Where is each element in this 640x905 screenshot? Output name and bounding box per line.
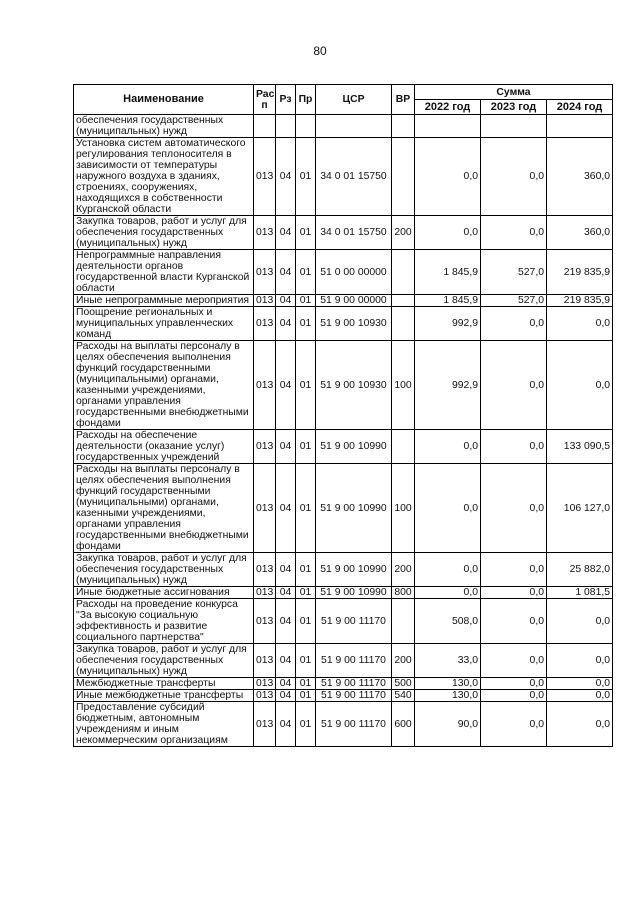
table-row [74, 295, 613, 307]
cell-rz: 04 [276, 341, 296, 430]
cell-name: Расходы на выплаты персоналу в целях обеспечения выполнения функций государственными (муниципальными) органами, казенными учреждениями, органами управления государственными внебюджетными фондами [74, 464, 254, 553]
table-row [74, 464, 613, 553]
cell-2024: 1 081,5 [547, 587, 613, 599]
cell-pr [296, 115, 316, 138]
cell-rz: 04 [276, 464, 296, 553]
cell-rz [276, 115, 296, 138]
cell-2022: 130,0 [415, 690, 481, 702]
cell-2023: 0,0 [481, 690, 547, 702]
cell-2023 [481, 115, 547, 138]
cell-vr: 800 [392, 587, 415, 599]
cell-rz: 04 [276, 702, 296, 747]
table-row [74, 644, 613, 678]
table-row [74, 702, 613, 747]
cell-csr: 51 9 00 11170 [316, 644, 392, 678]
cell-pr: 01 [296, 678, 316, 690]
cell-pr: 01 [296, 250, 316, 295]
cell-rz: 04 [276, 430, 296, 464]
cell-2023: 0,0 [481, 599, 547, 644]
cell-vr: 100 [392, 464, 415, 553]
cell-pr: 01 [296, 341, 316, 430]
cell-vr [392, 430, 415, 464]
cell-2023: 0,0 [481, 644, 547, 678]
cell-2022: 1 845,9 [415, 295, 481, 307]
table-row [74, 599, 613, 644]
cell-vr: 540 [392, 690, 415, 702]
cell-ras: 013 [254, 587, 276, 599]
cell-2022: 90,0 [415, 702, 481, 747]
cell-csr: 51 9 00 11170 [316, 690, 392, 702]
header-rz: Рз [276, 85, 296, 115]
budget-table [73, 84, 613, 747]
cell-2024 [547, 115, 613, 138]
cell-2023: 0,0 [481, 702, 547, 747]
cell-2024: 360,0 [547, 138, 613, 216]
cell-2022: 0,0 [415, 553, 481, 587]
cell-name: Расходы на обеспечение деятельности (оказание услуг) государственных учреждений [74, 430, 254, 464]
cell-2024: 25 882,0 [547, 553, 613, 587]
cell-pr: 01 [296, 644, 316, 678]
cell-pr: 01 [296, 216, 316, 250]
cell-ras [254, 115, 276, 138]
cell-csr: 34 0 01 15750 [316, 216, 392, 250]
cell-2023: 0,0 [481, 430, 547, 464]
cell-csr: 51 9 00 11170 [316, 702, 392, 747]
cell-name: Закупка товаров, работ и услуг для обеспечения государственных (муниципальных) нужд [74, 216, 254, 250]
cell-2022: 33,0 [415, 644, 481, 678]
cell-2023: 0,0 [481, 678, 547, 690]
cell-rz: 04 [276, 553, 296, 587]
table-row [74, 138, 613, 216]
cell-vr [392, 250, 415, 295]
cell-2022: 0,0 [415, 216, 481, 250]
cell-csr: 34 0 01 15750 [316, 138, 392, 216]
cell-ras: 013 [254, 553, 276, 587]
cell-ras: 013 [254, 250, 276, 295]
cell-2022: 508,0 [415, 599, 481, 644]
cell-2024: 0,0 [547, 599, 613, 644]
cell-2024: 0,0 [547, 307, 613, 341]
cell-2024: 0,0 [547, 644, 613, 678]
cell-name: Расходы на проведение конкурса "За высокую социальную эффективность и развитие социального партнерства" [74, 599, 254, 644]
header-csr: ЦСР [316, 85, 392, 115]
cell-rz: 04 [276, 599, 296, 644]
cell-ras: 013 [254, 295, 276, 307]
cell-name: Установка систем автоматического регулирования теплоносителя в зависимости от температуры наружного воздуха в зданиях, строениях, сооружениях, находящихся в собственности Курганской области [74, 138, 254, 216]
cell-name: Иные межбюджетные трансферты [74, 690, 254, 702]
cell-rz: 04 [276, 587, 296, 599]
cell-csr: 51 9 00 10930 [316, 307, 392, 341]
table-row [74, 115, 613, 138]
cell-pr: 01 [296, 587, 316, 599]
cell-rz: 04 [276, 690, 296, 702]
cell-ras: 013 [254, 430, 276, 464]
table-row [74, 307, 613, 341]
cell-csr: 51 9 00 10990 [316, 587, 392, 599]
cell-2024: 0,0 [547, 678, 613, 690]
cell-name: Иные непрограммные мероприятия [74, 295, 254, 307]
cell-vr: 600 [392, 702, 415, 747]
cell-rz: 04 [276, 678, 296, 690]
header-ras: Рас п [254, 85, 276, 115]
cell-2022: 0,0 [415, 138, 481, 216]
cell-rz: 04 [276, 216, 296, 250]
cell-name: Иные бюджетные ассигнования [74, 587, 254, 599]
cell-rz: 04 [276, 295, 296, 307]
cell-2022: 0,0 [415, 587, 481, 599]
cell-2022 [415, 115, 481, 138]
table-row [74, 587, 613, 599]
cell-vr [392, 295, 415, 307]
table-row [74, 678, 613, 690]
header-sum: Сумма [415, 85, 613, 100]
table-row [74, 430, 613, 464]
page-number: 80 [313, 44, 327, 58]
cell-csr: 51 9 00 10990 [316, 553, 392, 587]
cell-2022: 130,0 [415, 678, 481, 690]
cell-2024: 0,0 [547, 690, 613, 702]
cell-rz: 04 [276, 644, 296, 678]
cell-vr: 200 [392, 644, 415, 678]
cell-2024: 106 127,0 [547, 464, 613, 553]
cell-rz: 04 [276, 250, 296, 295]
cell-2022: 1 845,9 [415, 250, 481, 295]
cell-csr: 51 9 00 11170 [316, 599, 392, 644]
cell-name: Предоставление субсидий бюджетным, автономным учреждениям и иным некоммерческим организациям [74, 702, 254, 747]
cell-2023: 0,0 [481, 464, 547, 553]
table-row [74, 553, 613, 587]
header-2023: 2023 год [481, 100, 547, 115]
cell-csr: 51 9 00 11170 [316, 678, 392, 690]
cell-vr [392, 307, 415, 341]
cell-rz: 04 [276, 307, 296, 341]
cell-ras: 013 [254, 644, 276, 678]
cell-pr: 01 [296, 690, 316, 702]
cell-ras: 013 [254, 138, 276, 216]
cell-2024: 0,0 [547, 702, 613, 747]
cell-vr [392, 115, 415, 138]
table-row [74, 216, 613, 250]
cell-ras: 013 [254, 690, 276, 702]
cell-2022: 0,0 [415, 464, 481, 553]
cell-vr [392, 138, 415, 216]
cell-ras: 013 [254, 307, 276, 341]
table-row [74, 690, 613, 702]
cell-name: Закупка товаров, работ и услуг для обеспечения государственных (муниципальных) нужд [74, 553, 254, 587]
cell-csr [316, 115, 392, 138]
cell-ras: 013 [254, 464, 276, 553]
cell-2023: 0,0 [481, 138, 547, 216]
cell-2022: 0,0 [415, 430, 481, 464]
header-name: Наименование [74, 85, 254, 115]
cell-pr: 01 [296, 295, 316, 307]
cell-vr: 500 [392, 678, 415, 690]
cell-pr: 01 [296, 307, 316, 341]
cell-2023: 0,0 [481, 587, 547, 599]
cell-name: обеспечения государственных (муниципальных) нужд [74, 115, 254, 138]
cell-2024: 219 835,9 [547, 295, 613, 307]
cell-2023: 0,0 [481, 216, 547, 250]
header-vr: ВР [392, 85, 415, 115]
cell-ras: 013 [254, 599, 276, 644]
cell-name: Закупка товаров, работ и услуг для обеспечения государственных (муниципальных) нужд [74, 644, 254, 678]
cell-2023: 0,0 [481, 553, 547, 587]
cell-name: Поощрение региональных и муниципальных управленческих команд [74, 307, 254, 341]
cell-csr: 51 0 00 00000 [316, 250, 392, 295]
cell-ras: 013 [254, 702, 276, 747]
cell-csr: 51 9 00 10990 [316, 464, 392, 553]
cell-name: Расходы на выплаты персоналу в целях обеспечения выполнения функций государственными (муниципальными) органами, казенными учреждениями, органами управления государственными внебюджетными фондами [74, 341, 254, 430]
cell-2024: 219 835,9 [547, 250, 613, 295]
cell-pr: 01 [296, 430, 316, 464]
cell-ras: 013 [254, 216, 276, 250]
cell-rz: 04 [276, 138, 296, 216]
cell-2024: 360,0 [547, 216, 613, 250]
cell-vr: 200 [392, 216, 415, 250]
cell-name: Непрограммные направления деятельности органов государственной власти Курганской области [74, 250, 254, 295]
cell-2024: 0,0 [547, 341, 613, 430]
cell-2023: 527,0 [481, 295, 547, 307]
cell-pr: 01 [296, 464, 316, 553]
header-2022: 2022 год [415, 100, 481, 115]
cell-pr: 01 [296, 553, 316, 587]
cell-2023: 0,0 [481, 341, 547, 430]
cell-pr: 01 [296, 702, 316, 747]
cell-csr: 51 9 00 00000 [316, 295, 392, 307]
cell-2022: 992,9 [415, 307, 481, 341]
cell-2023: 0,0 [481, 307, 547, 341]
cell-vr: 200 [392, 553, 415, 587]
table-row [74, 341, 613, 430]
cell-vr: 100 [392, 341, 415, 430]
header-2024: 2024 год [547, 100, 613, 115]
cell-csr: 51 9 00 10930 [316, 341, 392, 430]
cell-name: Межбюджетные трансферты [74, 678, 254, 690]
cell-csr: 51 9 00 10990 [316, 430, 392, 464]
cell-2023: 527,0 [481, 250, 547, 295]
cell-2024: 133 090,5 [547, 430, 613, 464]
cell-pr: 01 [296, 138, 316, 216]
table-header-row [74, 85, 613, 100]
cell-ras: 013 [254, 678, 276, 690]
cell-ras: 013 [254, 341, 276, 430]
cell-vr [392, 599, 415, 644]
cell-pr: 01 [296, 599, 316, 644]
cell-2022: 992,9 [415, 341, 481, 430]
table-row [74, 250, 613, 295]
header-pr: Пр [296, 85, 316, 115]
